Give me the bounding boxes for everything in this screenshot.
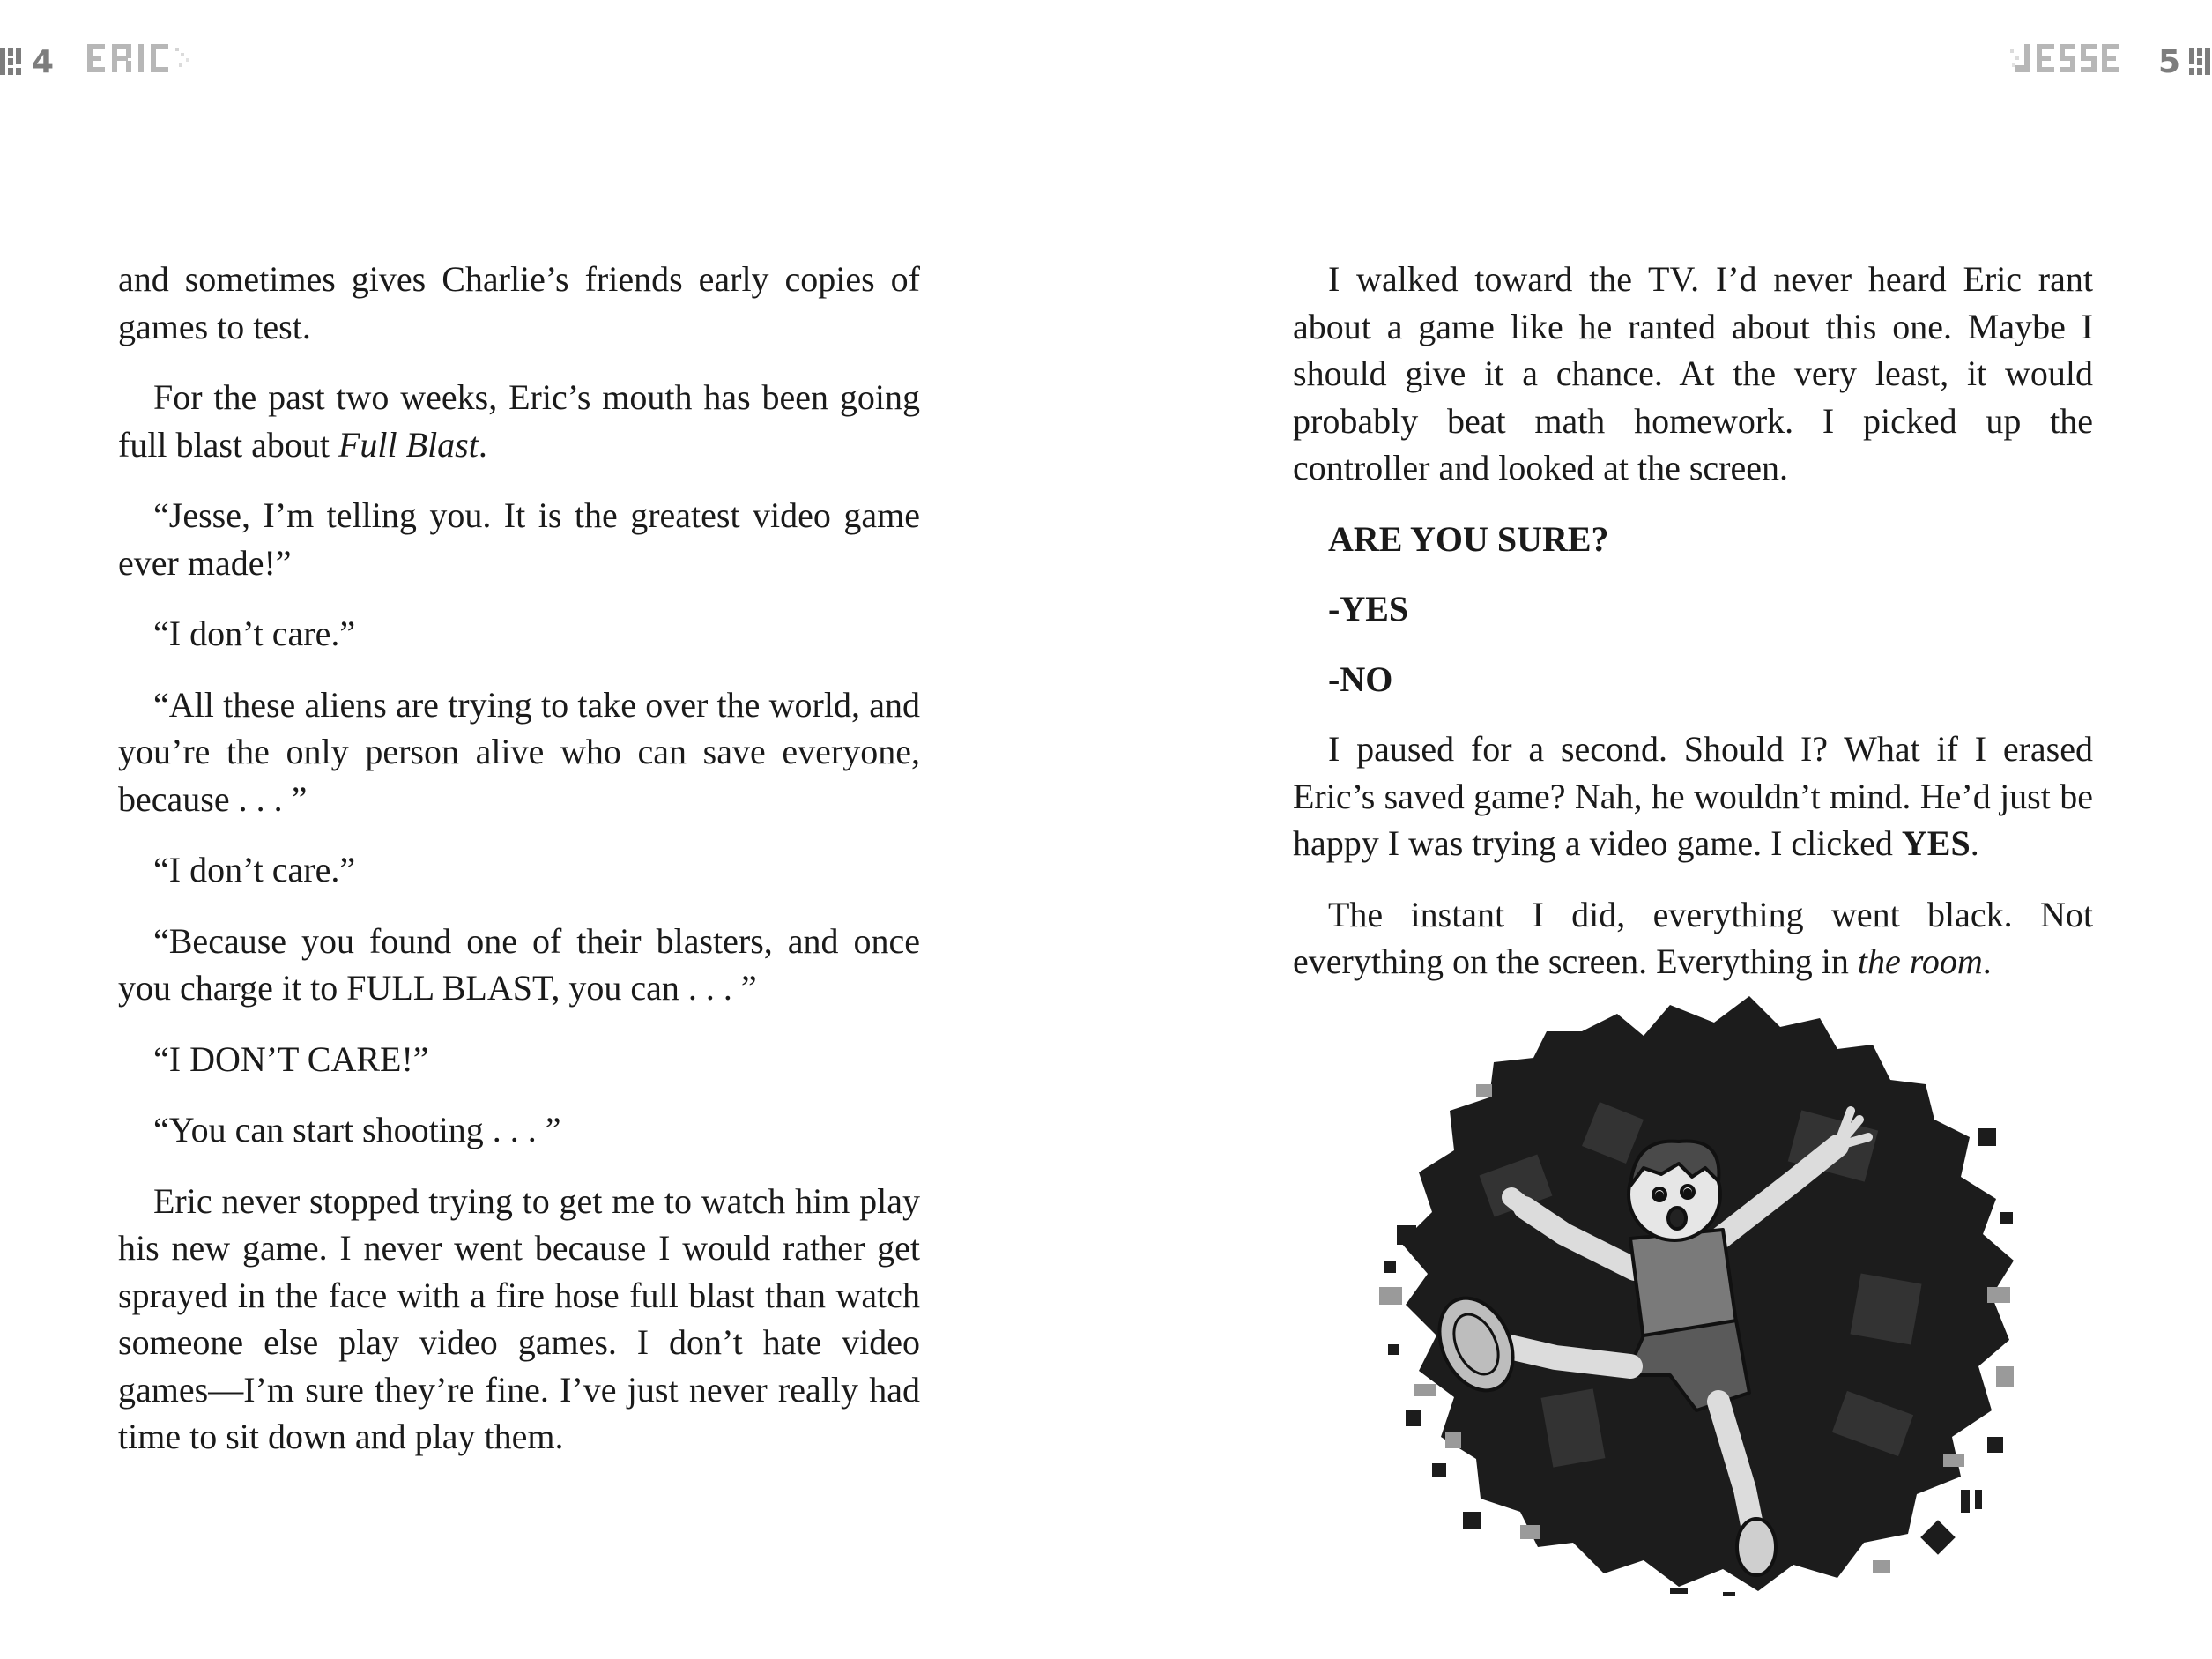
game-option-no: -NO	[1328, 658, 1393, 699]
paragraph: “I DON’T CARE!”	[153, 1038, 429, 1079]
left-running-header	[0, 42, 193, 81]
running-head-right	[2010, 44, 2125, 80]
left-page-text	[118, 256, 920, 1484]
italic-emphasis: the room	[1857, 941, 1983, 981]
paragraph: and sometimes gives Charlie’s friends early copies of games to test.	[118, 259, 920, 346]
pixel-title-eric-icon	[87, 44, 193, 72]
right-running-header	[2010, 42, 2212, 81]
italic-title: Full Blast	[338, 424, 479, 465]
paragraph: “You can start shooting . . . ”	[153, 1110, 561, 1149]
page-number-left: 4	[32, 43, 55, 80]
paragraph: For the past two weeks, Eric’s mouth has been going full blast about Full Blast.	[118, 377, 920, 465]
pixel-ornament-icon	[2189, 48, 2212, 75]
pixel-ornament-icon	[0, 48, 23, 75]
paragraph: “I don’t care.”	[153, 850, 356, 889]
paragraph: Eric never stopped trying to get me to watch him play his new game. I never went because I would rather get sprayed in the face with a fire hose full blast than watch someone else play video games. I don’t hate video games—I’m sure they’re fine. I’ve just never really had time to sit down and play them.	[118, 1180, 920, 1456]
pixel-vortex-image	[1379, 996, 2023, 1596]
pixel-title-jesse-icon	[2010, 44, 2125, 72]
game-option-yes: -YES	[1328, 589, 1409, 629]
paragraph: I walked toward the TV. I’d never heard Eric rant about a game like he ranted about this one. Maybe I should give it a chance. At the very least, it would probably beat math homework. I picked up the controller and looked at the screen.	[1293, 259, 2093, 487]
running-head-left	[87, 44, 193, 80]
falling-boy-illustration	[1379, 996, 2023, 1596]
game-prompt-question: ARE YOU SURE?	[1328, 518, 1609, 559]
paragraph: The instant I did, everything went black. Not everything on the screen. Everything in the room.	[1293, 894, 2093, 981]
paragraph: “All these aliens are trying to take over the world, and you’re the only person alive who can save everyone, because . . . ”	[118, 684, 920, 819]
paragraph: “I don’t care.”	[153, 614, 356, 653]
bold-yes: YES	[1901, 823, 1971, 863]
paragraph: I paused for a second. Should I? What if I erased Eric’s saved game? Nah, he wouldn’t mind. He’d just be happy I was trying a video game. I clicked YES.	[1293, 729, 2093, 863]
right-page-text	[1293, 256, 2093, 1009]
paragraph: “Jesse, I’m telling you. It is the greatest video game ever made!”	[118, 495, 920, 583]
paragraph: “Because you found one of their blasters, and once you charge it to FULL BLAST, you can . . . ”	[118, 920, 920, 1008]
page-number-right: 5	[2157, 43, 2180, 80]
